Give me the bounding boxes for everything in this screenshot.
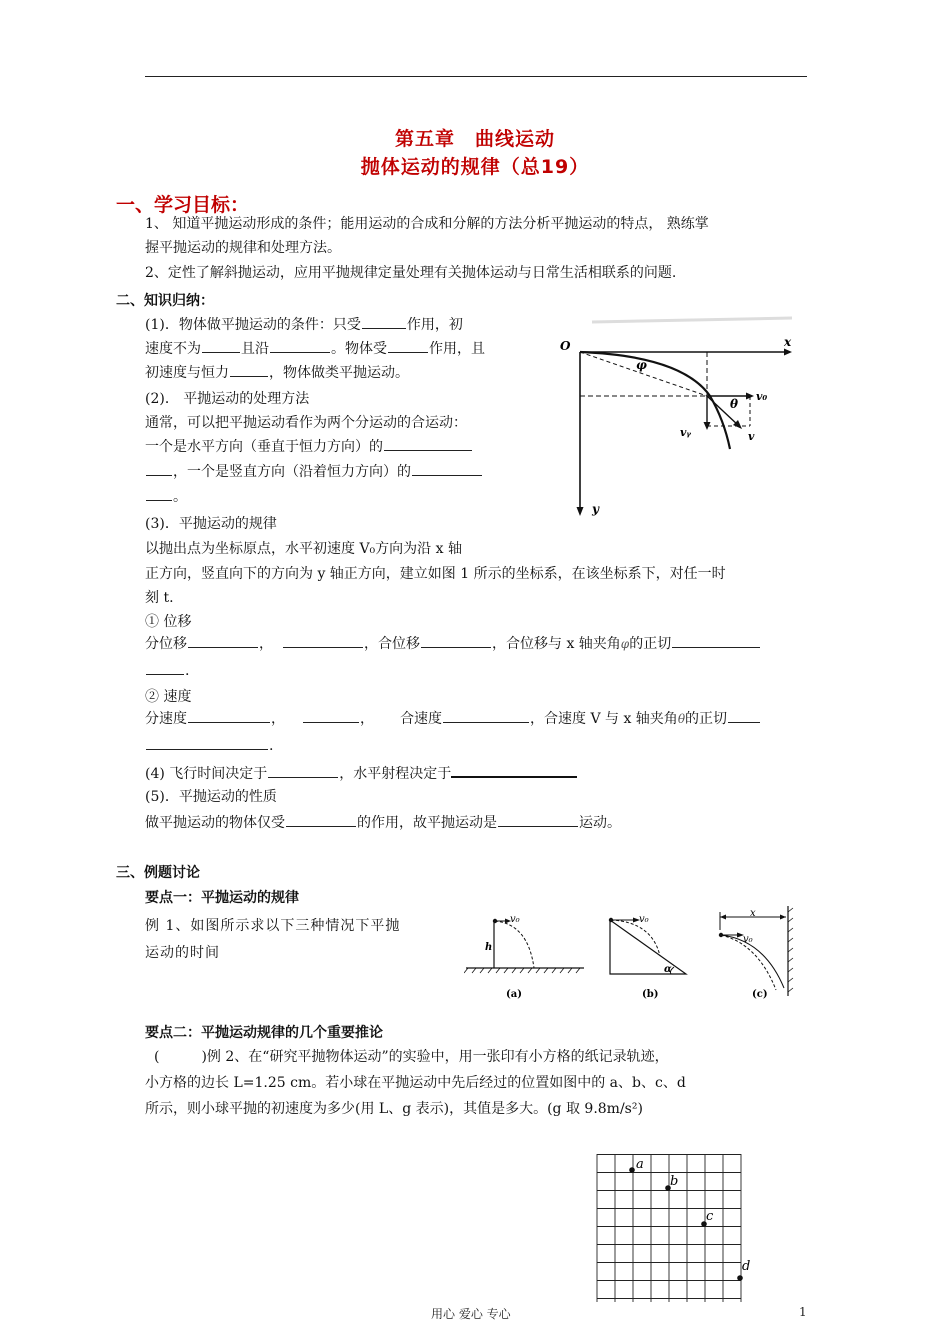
blank [362, 314, 406, 329]
header-rule [145, 76, 807, 77]
goal1-line2: 握平抛运动的规律和处理方法。 [145, 240, 341, 256]
example1-figures [464, 904, 802, 1002]
section1-heading: 一、学习目标： [116, 194, 250, 216]
label-d: d [742, 1259, 751, 1274]
page-number: 1 [799, 1305, 807, 1319]
blank [202, 338, 240, 353]
ex2-line3: 所示，则小球平抛的初速度为多少(用 L、g 表示)，其值是多大。(g 取 9.8m/s²) [145, 1101, 643, 1117]
blank [230, 362, 268, 377]
p1-line3: 初速度与恒力 ，物体做类平抛运动。 [145, 362, 409, 384]
velocity-end: . [145, 735, 273, 757]
blank [286, 812, 356, 827]
figure-c [719, 906, 793, 1000]
svg-text:(c): (c) [752, 989, 768, 1000]
blank [672, 633, 760, 648]
blank [188, 633, 258, 648]
blank [146, 461, 172, 476]
p1-line1: (1)．物体做平抛运动的条件：只受 作用，初 [145, 314, 463, 336]
blank [388, 338, 428, 353]
goal2: 2、定性了解斜抛运动，应用平抛规律定量处理有关抛体运动与日常生活相联系的问题. [145, 265, 677, 281]
section2-heading: 二、知识归纳： [116, 293, 214, 309]
chapter-title: 第五章 曲线运动 [394, 128, 555, 150]
point-d [737, 1275, 743, 1281]
point2-heading: 要点二：平抛运动规律的几个重要推论 [145, 1025, 383, 1041]
vy-label: vᵧ [680, 426, 691, 439]
blank [146, 486, 172, 501]
v0-label: v₀ [756, 390, 768, 403]
svg-text:v₀: v₀ [639, 914, 649, 925]
footer-text: 用心 爱心 专心 [431, 1307, 511, 1321]
projectile-figure [552, 316, 814, 524]
svg-text:v₀: v₀ [743, 934, 753, 945]
velocity-line: 分速度 ， ， 合速度 ，合速度 V 与 x 轴夹角θ的正切 [145, 708, 761, 730]
blank [283, 633, 363, 648]
svg-text:h: h [485, 942, 493, 953]
p2-line1: 通常，可以把平抛运动看作为两个分运动的合运动： [145, 415, 467, 431]
p2-line4: 。 [145, 486, 187, 508]
blank [268, 763, 338, 778]
label-a: a [636, 1157, 644, 1172]
p5-title: (5)．平抛运动的性质 [145, 789, 277, 805]
p3-line2: 正方向，竖直向下的方向为 y 轴正方向，建立如图 1 所示的坐标系，在该坐标系下，对任一时 [145, 566, 726, 582]
figure-a [464, 914, 584, 1000]
lesson-title: 抛体运动的规律（总19） [360, 156, 590, 178]
grid-figure [596, 1154, 758, 1304]
p2-line2: 一个是水平方向（垂直于恒力方向）的 [145, 436, 473, 458]
phi-label: φ [636, 358, 647, 372]
theta-label: θ [730, 397, 739, 411]
origin-label: O [560, 339, 571, 353]
point1-heading: 要点一：平抛运动的规律 [145, 890, 299, 906]
p2-line3: ，一个是竖直方向（沿着恒力方向）的 [145, 461, 483, 483]
label-c: c [706, 1209, 714, 1224]
blank [270, 338, 330, 353]
blank [146, 660, 184, 675]
p5-line: 做平抛运动的物体仅受 的作用，故平抛运动是 运动。 [145, 812, 621, 834]
ex2-line1: ( )例 2、在“研究平抛物体运动”的实验中，用一张印有小方格的纸记录轨迹， [154, 1049, 669, 1065]
blank [384, 436, 472, 451]
svg-text:(b): (b) [642, 989, 659, 1000]
label-b: b [670, 1174, 679, 1189]
svg-text:α: α [664, 964, 672, 975]
displacement-title: ① 位移 [145, 614, 192, 630]
blank [188, 708, 270, 723]
goal1-line1: 1、 知道平抛运动形成的条件；能用运动的合成和分解的方法分析平抛运动的特点， 熟练掌 [145, 216, 709, 232]
blank [303, 708, 359, 723]
svg-text:v₀: v₀ [510, 914, 520, 925]
svg-text:(a): (a) [506, 989, 522, 1000]
blank [728, 708, 760, 723]
blank [451, 762, 577, 778]
p2-title: (2)． 平抛运动的处理方法 [145, 391, 310, 407]
point-a [629, 1167, 635, 1173]
blank [421, 633, 491, 648]
p3-title: (3)．平抛运动的规律 [145, 516, 277, 532]
ex1-line1: 例 1、如图所示求以下三种情况下平抛 [145, 918, 401, 934]
y-label: y [592, 502, 599, 516]
ex1-line2: 运动的时间 [145, 945, 220, 961]
figure-b [609, 914, 686, 1000]
p4-line: (4) 飞行时间决定于 ，水平射程决定于 [145, 762, 577, 785]
x-label: x [784, 335, 792, 349]
v-label: v [748, 430, 755, 443]
p3-line3: 刻 t. [145, 590, 174, 606]
blank [443, 708, 529, 723]
displacement-line: 分位移 ， ，合位移 ，合位移与 x 轴夹角φ的正切 [145, 633, 761, 655]
section3-heading: 三、例题讨论 [116, 865, 200, 881]
blank [498, 812, 578, 827]
p1-line2: 速度不为 且沿 。物体受 作用，且 [145, 338, 485, 360]
blank [146, 735, 268, 750]
blank [412, 461, 482, 476]
p3-line1: 以抛出点为坐标原点，水平初速度 V₀方向为沿 x 轴 [145, 541, 462, 557]
displacement-end: . [145, 660, 189, 682]
svg-text:x: x [750, 908, 756, 919]
velocity-title: ② 速度 [145, 689, 192, 705]
ex2-line2: 小方格的边长 L=1.25 cm。若小球在平抛运动中先后经过的位置如图中的 a、b、c、d [145, 1075, 686, 1091]
